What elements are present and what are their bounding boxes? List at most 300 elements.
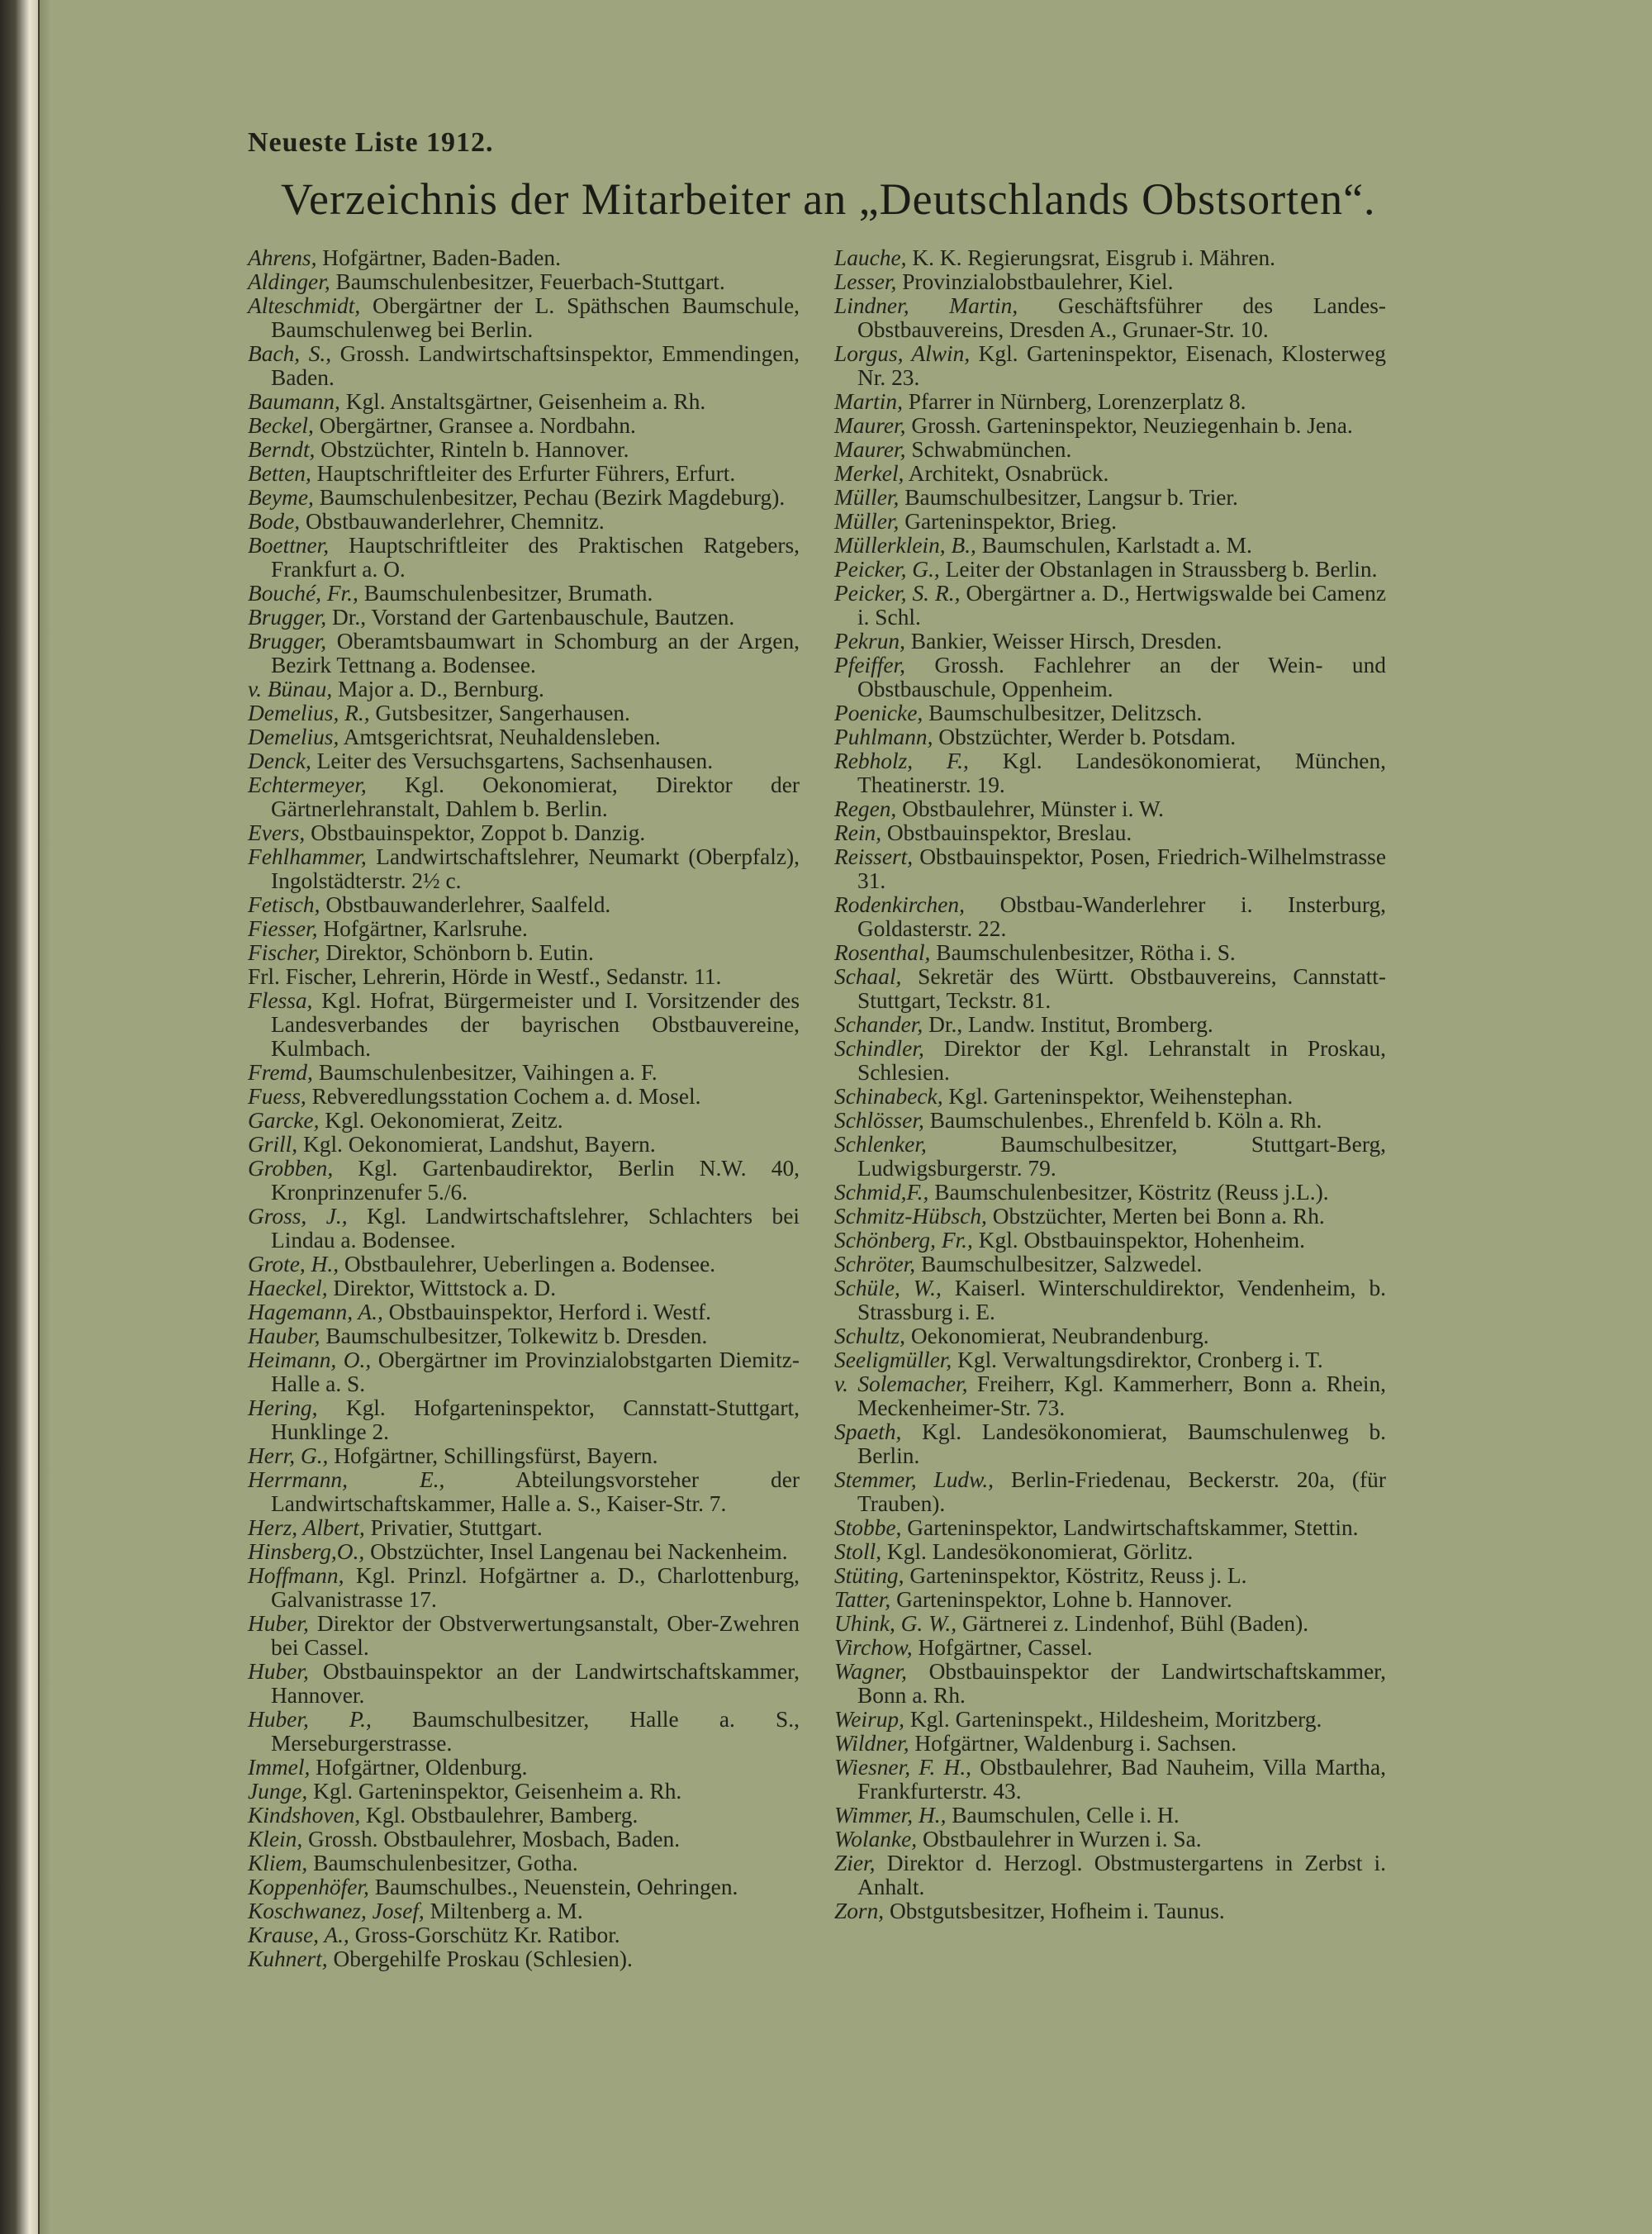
entry-name: Klein, — [248, 1827, 303, 1851]
entry-details: Direktor, Schönborn b. Eutin. — [320, 940, 594, 965]
entry-name: Bouché, Fr., — [248, 581, 358, 606]
directory-entry — [248, 438, 800, 462]
entry-name: Krause, A., — [248, 1923, 349, 1947]
directory-entry — [834, 1348, 1386, 1372]
directory-entry — [834, 414, 1386, 438]
entry-name: Reissert, — [834, 844, 914, 869]
entry-name: Demelius, R., — [248, 701, 370, 725]
entry-details: Obstzüchter, Insel Langenau bei Nackenheim. — [364, 1539, 788, 1564]
entry-name: Koppenhöfer, — [248, 1875, 369, 1899]
entry-name: Schmitz-Hübsch, — [834, 1204, 987, 1229]
entry-name: Puhlmann, — [834, 725, 933, 749]
entry-details: Direktor der Obstverwertungsanstalt, Ober-Zwehren bei Cassel. — [271, 1611, 800, 1660]
entry-details: Baumschulenbesitzer, Gotha. — [307, 1851, 578, 1875]
directory-entry — [834, 462, 1386, 486]
entry-name: Schönberg, Fr., — [834, 1228, 973, 1252]
directory-entry — [834, 342, 1386, 390]
directory-entry — [834, 1324, 1386, 1348]
directory-entry — [834, 510, 1386, 534]
entry-name: Grote, H., — [248, 1252, 339, 1276]
entry-details: Obstbauinspektor, Herford i. Westf. — [382, 1300, 711, 1324]
entry-name: Kliem, — [248, 1851, 308, 1875]
directory-entry — [834, 1660, 1386, 1708]
entry-details: Baumschulbesitzer, Halle a. S., Merseburgerstrasse. — [271, 1707, 800, 1756]
entry-details: Kgl. Landesökonomierat, Görlitz. — [881, 1539, 1194, 1564]
directory-entry — [248, 749, 800, 773]
directory-entry — [248, 773, 800, 821]
entry-details: Gutsbesitzer, Sangerhausen. — [369, 701, 630, 725]
entry-name: Beckel, — [248, 413, 314, 438]
entry-details: Obergärtner im Provinzialobstgarten Diemitz-Halle a. S. — [271, 1348, 800, 1396]
entry-name: Baumann, — [248, 389, 340, 414]
entry-name: Huber, — [248, 1659, 309, 1684]
entry-details: Obstbaulehrer, Münster i. W. — [896, 796, 1165, 821]
entry-name: Gross, J., — [248, 1204, 348, 1229]
entry-name: Maurer, — [834, 413, 906, 438]
directory-entry — [834, 1229, 1386, 1252]
entry-name: Grill, — [248, 1132, 298, 1157]
directory-entry — [248, 965, 800, 989]
entry-name: Wimmer, H., — [834, 1803, 947, 1828]
entry-name: Aldinger, — [248, 269, 330, 294]
directory-entry — [248, 270, 800, 294]
directory-entry — [834, 821, 1386, 845]
directory-entry — [834, 246, 1386, 270]
directory-entry — [248, 1061, 800, 1085]
directory-entry — [834, 486, 1386, 510]
entry-name: Huber, P., — [248, 1707, 372, 1732]
directory-entry — [248, 1252, 800, 1276]
directory-entry — [248, 630, 800, 677]
entry-name: Stobbe, — [834, 1515, 902, 1540]
entry-name: Lorgus, Alwin, — [834, 341, 971, 366]
directory-entry — [248, 1564, 800, 1612]
entry-details: Baumschulenbesitzer, Brumath. — [358, 581, 653, 606]
entry-details: K. K. Regierungsrat, Eisgrub i. Mähren. — [906, 245, 1276, 270]
entry-details: Baumschulenbesitzer, Köstritz (Reuss j.L.). — [928, 1180, 1329, 1205]
entry-details: Baumschulbes., Neuenstein, Oehringen. — [368, 1875, 738, 1899]
directory-entry — [834, 1013, 1386, 1037]
entry-name: Bode, — [248, 509, 301, 534]
entry-details: Obstbauwanderlehrer, Chemnitz. — [300, 509, 605, 534]
entry-details: Miltenberg a. M. — [424, 1899, 583, 1923]
entry-details: Obergärtner, Gransee a. Nordbahn. — [313, 413, 636, 438]
directory-entry — [248, 582, 800, 606]
entry-details: Kgl. Hofgarteninspektor, Cannstatt-Stuttgart, Hunklinge 2. — [271, 1395, 800, 1444]
entry-details: Bankier, Weisser Hirsch, Dresden. — [904, 629, 1222, 654]
entry-details: Pfarrer in Nürnberg, Lorenzerplatz 8. — [902, 389, 1246, 414]
directory-entry — [248, 1540, 800, 1564]
entry-details: Kgl. Garteninspektor, Geisenheim a. Rh. — [307, 1779, 682, 1804]
directory-entry — [248, 1468, 800, 1516]
entry-details: Oekonomierat, Neubrandenburg. — [904, 1324, 1209, 1348]
directory-entry — [248, 1516, 800, 1540]
entry-name: Schultz, — [834, 1324, 905, 1348]
directory-entry — [834, 438, 1386, 462]
entry-name: Bach, S., — [248, 341, 332, 366]
entry-name: Müllerklein, B., — [834, 533, 976, 558]
entry-name: Stemmer, Ludw., — [834, 1467, 995, 1492]
entry-details: Major a. D., Bernburg. — [332, 677, 544, 701]
paper-edge — [40, 0, 51, 2234]
entry-details: Provinzialobstbaulehrer, Kiel. — [896, 269, 1174, 294]
entry-details: Garteninspektor, Landwirtschaftskammer, Stettin. — [901, 1515, 1359, 1540]
entry-name: Denck, — [248, 749, 311, 773]
entry-details: Kgl. Landesökonomierat, München, Theatinerstr. 19. — [857, 749, 1386, 797]
entry-details: Garteninspektor, Lohne b. Hannover. — [890, 1587, 1232, 1612]
entry-name: Peicker, S. R., — [834, 581, 961, 606]
left-column — [248, 246, 800, 1971]
directory-entry — [248, 1133, 800, 1157]
entry-name: Schlenker, — [834, 1132, 927, 1157]
entry-name: Heimann, O., — [248, 1348, 372, 1372]
entry-details: Baumschulbesitzer, Delitzsch. — [923, 701, 1203, 725]
list-label: Neueste Liste 1912. — [248, 127, 494, 158]
entry-details: Obstgutsbesitzer, Hofheim i. Taunus. — [884, 1899, 1225, 1923]
entry-details: Hofgärtner, Baden-Baden. — [316, 245, 561, 270]
entry-name: Hoffmann, — [248, 1563, 344, 1588]
directory-entry — [834, 1636, 1386, 1660]
directory-entry — [248, 1804, 800, 1828]
entry-name: Wolanke, — [834, 1827, 918, 1851]
entry-name: Huber, — [248, 1611, 309, 1636]
directory-entry — [834, 749, 1386, 797]
entry-details: Obstbaulehrer in Wurzen i. Sa. — [917, 1827, 1202, 1851]
entry-name: Zorn, — [834, 1899, 885, 1923]
entry-name: Schröter, — [834, 1252, 916, 1276]
directory-entry — [834, 1133, 1386, 1181]
entry-name: Brugger, — [248, 605, 327, 630]
entry-details: Kgl. Garteninspekt., Hildesheim, Moritzberg. — [904, 1707, 1322, 1732]
entry-name: Hagemann, A., — [248, 1300, 383, 1324]
directory-entry — [248, 941, 800, 965]
entry-details: Rebveredlungsstation Cochem a. d. Mosel. — [306, 1084, 701, 1109]
entry-details: Hofgärtner, Karlsruhe. — [317, 916, 528, 941]
directory-entry — [834, 1468, 1386, 1516]
entry-details: Landwirtschaftslehrer, Neumarkt (Oberpfalz), Ingolstädterstr. 2½ c. — [271, 844, 800, 893]
directory-entry — [834, 845, 1386, 893]
directory-entry — [248, 390, 800, 414]
entry-details: Baumschulenbesitzer, Vaihingen a. F. — [312, 1060, 657, 1085]
entry-name: Peicker, G., — [834, 557, 940, 582]
entry-name: Herz, Albert, — [248, 1515, 365, 1540]
entry-name: Schlösser, — [834, 1108, 924, 1133]
directory-entry — [248, 845, 800, 893]
directory-entry — [248, 1324, 800, 1348]
directory-entry — [834, 534, 1386, 558]
directory-entry — [248, 462, 800, 486]
book-spine — [0, 0, 38, 2234]
directory-entry — [248, 1923, 800, 1947]
entry-name: Junge, — [248, 1779, 308, 1804]
entry-details: Baumschulbesitzer, Stuttgart-Berg, Ludwigsburgerstr. 79. — [857, 1132, 1386, 1181]
entry-details: Gärtnerei z. Lindenhof, Bühl (Baden). — [957, 1611, 1309, 1636]
directory-entry — [834, 1732, 1386, 1756]
directory-entry — [248, 725, 800, 749]
directory-entry — [834, 1109, 1386, 1133]
entry-details: Baumschulbesitzer, Salzwedel. — [915, 1252, 1203, 1276]
entry-name: Herr, G., — [248, 1443, 329, 1468]
directory-entry — [248, 677, 800, 701]
directory-entry — [248, 917, 800, 941]
entry-details: Frl. Fischer, Lehrerin, Hörde in Westf., Sedanstr. 11. — [248, 964, 722, 989]
page-title: Verzeichnis der Mitarbeiter an „Deutschlands Obstsorten“. — [281, 174, 1376, 224]
entry-details: Hofgärtner, Cassel. — [912, 1635, 1093, 1660]
entry-details: Obstbauwanderlehrer, Saalfeld. — [320, 892, 611, 917]
directory-entry — [248, 989, 800, 1061]
directory-entry — [248, 606, 800, 630]
directory-entry — [248, 1828, 800, 1851]
directory-entry — [834, 270, 1386, 294]
directory-entry — [834, 1420, 1386, 1468]
entry-name: v. Solemacher, — [834, 1371, 968, 1396]
entry-name: Lesser, — [834, 269, 897, 294]
directory-entry — [834, 965, 1386, 1013]
entry-details: Direktor der Kgl. Lehranstalt in Proskau, Schlesien. — [857, 1036, 1386, 1085]
directory-entry — [248, 1109, 800, 1133]
entry-name: Hauber, — [248, 1324, 320, 1348]
entry-details: Hofgärtner, Oldenburg. — [310, 1755, 528, 1780]
entry-name: Pfeiffer, — [834, 653, 905, 677]
entry-name: Merkel, — [834, 461, 904, 486]
entry-details: Obstbauinspektor, Zoppot b. Danzig. — [305, 820, 646, 845]
entry-details: Baumschulenbes., Ehrenfeld b. Köln a. Rh. — [923, 1108, 1322, 1133]
directory-entry — [248, 294, 800, 342]
entry-details: Freiherr, Kgl. Kammerherr, Bonn a. Rhein, Meckenheimer-Str. 73. — [857, 1371, 1387, 1420]
entry-name: Brugger, — [248, 629, 327, 654]
directory-entry — [834, 1181, 1386, 1205]
entry-details: Baumschulbesitzer, Langsur b. Trier. — [899, 485, 1238, 510]
right-column — [834, 246, 1386, 1923]
entry-name: Fischer, — [248, 940, 320, 965]
entry-details: Obstbaulehrer, Ueberlingen a. Bodensee. — [339, 1252, 716, 1276]
entry-details: Hauptschriftleiter des Erfurter Führers, Erfurt. — [311, 461, 736, 486]
directory-entry — [834, 1612, 1386, 1636]
entry-details: Garteninspektor, Brieg. — [899, 509, 1117, 534]
entry-details: Garteninspektor, Köstritz, Reuss j. L. — [904, 1563, 1247, 1588]
directory-entry — [834, 1564, 1386, 1588]
entry-details: Grossh. Obstbaulehrer, Mosbach, Baden. — [302, 1827, 681, 1851]
directory-entry — [834, 1037, 1386, 1085]
entry-name: Fetisch, — [248, 892, 320, 917]
directory-entry — [834, 582, 1386, 630]
entry-details: Hauptschriftleiter des Praktischen Ratgebers, Frankfurt a. O. — [271, 533, 800, 582]
entry-name: Wagner, — [834, 1659, 908, 1684]
entry-name: Wiesner, F. H., — [834, 1755, 972, 1780]
entry-name: Rein, — [834, 820, 882, 845]
directory-entry — [248, 1875, 800, 1899]
entry-details: Kgl. Obstbauinspektor, Hohenheim. — [972, 1228, 1305, 1252]
entry-details: Kgl. Obstbaulehrer, Bamberg. — [360, 1803, 638, 1828]
directory-entry — [248, 246, 800, 270]
directory-entry — [834, 1804, 1386, 1828]
entry-details: Baumschulen, Celle i. H. — [946, 1803, 1180, 1828]
entry-details: Obergärtner a. D., Hertwigswalde bei Camenz i. Schl. — [857, 581, 1387, 630]
directory-entry — [834, 294, 1386, 342]
directory-entry — [834, 1276, 1386, 1324]
entry-name: Immel, — [248, 1755, 311, 1780]
entry-details: Architekt, Osnabrück. — [904, 461, 1109, 486]
directory-entry — [834, 1851, 1386, 1899]
entry-name: Tatter, — [834, 1587, 891, 1612]
directory-entry — [834, 701, 1386, 725]
entry-details: Obstbaulehrer, Bad Nauheim, Villa Martha, Frankfurterstr. 43. — [857, 1755, 1386, 1804]
entry-details: Dr., Landw. Institut, Bromberg. — [923, 1012, 1213, 1037]
entry-name: Maurer, — [834, 437, 906, 462]
entry-name: Hinsberg,O., — [248, 1539, 365, 1564]
entry-name: Müller, — [834, 509, 900, 534]
entry-details: Hofgärtner, Schillingsfürst, Bayern. — [328, 1443, 658, 1468]
entry-details: Obstzüchter, Rinteln b. Hannover. — [315, 437, 629, 462]
entry-name: Fuess, — [248, 1084, 306, 1109]
directory-entry — [248, 1205, 800, 1252]
entry-details: Kgl. Landesökonomierat, Baumschulenweg b. Berlin. — [857, 1419, 1386, 1468]
entry-details: Grossh. Fachlehrer an der Wein- und Obstbauschule, Oppenheim. — [857, 653, 1386, 701]
entry-name: Garcke, — [248, 1108, 320, 1133]
entry-details: Kgl. Prinzl. Hofgärtner a. D., Charlottenburg, Galvanistrasse 17. — [271, 1563, 800, 1612]
directory-entry — [834, 1828, 1386, 1851]
directory-entry — [248, 414, 800, 438]
entry-details: Leiter des Versuchsgartens, Sachsenhausen. — [311, 749, 714, 773]
entry-details: Kgl. Landwirtschaftslehrer, Schlachters bei Lindau a. Bodensee. — [271, 1204, 800, 1252]
directory-entry — [248, 1396, 800, 1444]
entry-name: Echtermeyer, — [248, 772, 367, 797]
entry-details: Obstbauinspektor der Landwirtschaftskammer, Bonn a. Rh. — [857, 1659, 1386, 1708]
entry-details: Kgl. Oekonomierat, Landshut, Bayern. — [297, 1132, 656, 1157]
directory-entry — [248, 1899, 800, 1923]
entry-name: Kuhnert, — [248, 1946, 328, 1971]
entry-details: Sekretär des Württ. Obstbauvereins, Cannstatt-Stuttgart, Teckstr. 81. — [857, 964, 1386, 1013]
entry-name: Schander, — [834, 1012, 923, 1037]
directory-entry — [248, 510, 800, 534]
entry-details: Dr., Vorstand der Gartenbauschule, Bautzen. — [326, 605, 735, 630]
directory-entry — [248, 701, 800, 725]
entry-details: Baumschulbesitzer, Tolkewitz b. Dresden. — [320, 1324, 708, 1348]
entry-name: Schindler, — [834, 1036, 924, 1061]
entry-name: Flessa, — [248, 988, 313, 1013]
directory-entry — [248, 486, 800, 510]
entry-name: Rodenkirchen, — [834, 892, 965, 917]
entry-name: Kindshoven, — [248, 1803, 361, 1828]
directory-entry — [834, 1085, 1386, 1109]
entry-name: Stoll, — [834, 1539, 882, 1564]
entry-details: Obstbauinspektor, Posen, Friedrich-Wilhelmstrasse 31. — [857, 844, 1386, 893]
entry-details: Direktor d. Herzogl. Obstmustergartens in Zerbst i. Anhalt. — [857, 1851, 1386, 1899]
entry-details: Hofgärtner, Waldenburg i. Sachsen. — [909, 1731, 1237, 1756]
entry-details: Kgl. Oekonomierat, Zeitz. — [319, 1108, 563, 1133]
entry-name: Beyme, — [248, 485, 314, 510]
entry-name: Grobben, — [248, 1156, 334, 1181]
entry-details: Obergehilfe Proskau (Schlesien). — [327, 1946, 633, 1971]
entry-details: Kgl. Oekonomierat, Direktor der Gärtnerlehranstalt, Dahlem b. Berlin. — [271, 772, 800, 821]
entry-details: Obstbau-Wanderlehrer i. Insterburg, Goldasterstr. 22. — [857, 892, 1386, 941]
entry-name: Spaeth, — [834, 1419, 902, 1444]
directory-entry — [248, 534, 800, 582]
entry-name: Schaal, — [834, 964, 902, 989]
directory-entry — [834, 941, 1386, 965]
entry-name: Schmid,F., — [834, 1180, 929, 1205]
directory-entry — [834, 893, 1386, 941]
directory-entry — [834, 390, 1386, 414]
directory-entry — [248, 342, 800, 390]
directory-entry — [834, 1708, 1386, 1732]
directory-entry — [248, 1085, 800, 1109]
entry-details: Abteilungsvorsteher der Landwirtschaftskammer, Halle a. S., Kaiser-Str. 7. — [271, 1467, 800, 1516]
entry-name: Rosenthal, — [834, 940, 931, 965]
entry-name: Hering, — [248, 1395, 318, 1420]
directory-entry — [834, 1205, 1386, 1229]
directory-entry — [248, 1851, 800, 1875]
entry-name: Seeligmüller, — [834, 1348, 952, 1372]
entry-name: Pekrun, — [834, 629, 905, 654]
entry-details: Obstbauinspektor an der Landwirtschaftskammer, Hannover. — [271, 1659, 800, 1708]
entry-name: Haeckel, — [248, 1276, 328, 1300]
entry-details: Gross-Gorschütz Kr. Ratibor. — [349, 1923, 620, 1947]
entry-name: Zier, — [834, 1851, 876, 1875]
entry-details: Oberamtsbaumwart in Schomburg an der Argen, Bezirk Tettnang a. Bodensee. — [271, 629, 800, 677]
entry-name: Lindner, Martin, — [834, 293, 1018, 318]
entry-name: Boettner, — [248, 533, 330, 558]
directory-entry — [248, 1756, 800, 1780]
entry-details: Kgl. Garteninspektor, Eisenach, Klosterweg Nr. 23. — [857, 341, 1386, 390]
entry-details: Baumschulen, Karlstadt a. M. — [976, 533, 1252, 558]
entry-details: Schwabmünchen. — [905, 437, 1072, 462]
directory-entry — [834, 1899, 1386, 1923]
directory-entry — [834, 725, 1386, 749]
entry-name: Wildner, — [834, 1731, 909, 1756]
entry-details: Kgl. Verwaltungsdirektor, Cronberg i. T. — [952, 1348, 1323, 1372]
entry-details: Leiter der Obstanlagen in Straussberg b. Berlin. — [939, 557, 1378, 582]
directory-entry — [248, 1947, 800, 1971]
entry-name: v. Bünau, — [248, 677, 333, 701]
entry-details: Amtsgerichtsrat, Neuhaldensleben. — [339, 725, 661, 749]
entry-name: Lauche, — [834, 245, 907, 270]
entry-name: Müller, — [834, 485, 900, 510]
entry-name: Berndt, — [248, 437, 316, 462]
entry-name: Fremd, — [248, 1060, 313, 1085]
directory-entry — [834, 1588, 1386, 1612]
directory-entry — [248, 1276, 800, 1300]
entry-name: Betten, — [248, 461, 311, 486]
entry-name: Fiesser, — [248, 916, 318, 941]
directory-entry — [834, 1516, 1386, 1540]
directory-entry — [834, 1540, 1386, 1564]
entry-name: Regen, — [834, 796, 897, 821]
entry-name: Virchow, — [834, 1635, 913, 1660]
entry-details: Grossh. Landwirtschaftsinspektor, Emmendingen, Baden. — [271, 341, 800, 390]
entry-details: Kgl. Gartenbaudirektor, Berlin N.W. 40, Kronprinzenufer 5./6. — [271, 1156, 800, 1205]
entry-details: Baumschulenbesitzer, Feuerbach-Stuttgart. — [330, 269, 725, 294]
entry-name: Schinabeck, — [834, 1084, 943, 1109]
entry-name: Demelius, — [248, 725, 339, 749]
entry-details: Obergärtner der L. Späthschen Baumschule, Baumschulenweg bei Berlin. — [271, 293, 800, 342]
directory-entry — [248, 1780, 800, 1804]
entry-details: Obstzüchter, Merten bei Bonn a. Rh. — [986, 1204, 1325, 1229]
entry-name: Martin, — [834, 389, 903, 414]
entry-details: Kgl. Hofrat, Bürgermeister und I. Vorsitzender des Landesverbandes der bayrischen Obstbauvereine, Kulmbach. — [271, 988, 800, 1061]
entry-name: Evers, — [248, 820, 306, 845]
entry-name: Weirup, — [834, 1707, 904, 1732]
directory-entry — [248, 1348, 800, 1396]
entry-details: Berlin-Friedenau, Beckerstr. 20a, (für Trauben). — [857, 1467, 1386, 1516]
entry-details: Direktor, Wittstock a. D. — [327, 1276, 557, 1300]
entry-details: Kgl. Garteninspektor, Weihenstephan. — [942, 1084, 1294, 1109]
entry-details: Obstbauinspektor, Breslau. — [881, 820, 1132, 845]
entry-name: Stüting, — [834, 1563, 904, 1588]
directory-entry — [248, 1444, 800, 1468]
entry-name: Poenicke, — [834, 701, 923, 725]
entry-name: Rebholz, F., — [834, 749, 969, 773]
